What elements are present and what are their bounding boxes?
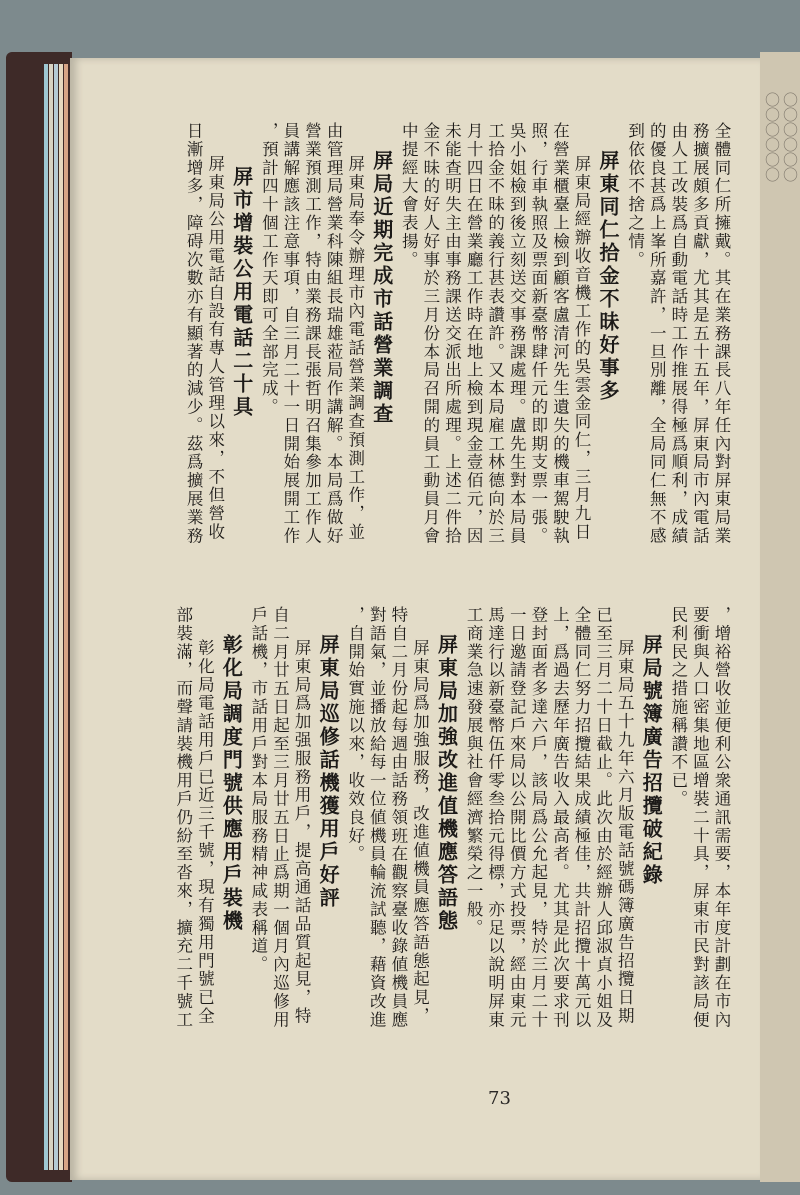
article-title: 屏局號簿廣告招攬破紀錄 [639, 634, 664, 887]
text-line: 金不昧的好人好事於三月份本局召開的員工動員月會 [420, 122, 440, 546]
text-line: 營業預測工作，特由業務課長張哲明召集參加工作人 [302, 122, 322, 546]
book-page [70, 58, 760, 1180]
text-line: 一日邀請登記戶來局以公開比價方式投票，經由東元 [507, 606, 527, 1030]
text-line: 特自二月份起每週由話務領班在觀察臺收錄値機員應 [388, 606, 408, 1030]
text-line: 屏東局公用電話自設有專人管理以來，不但營收 [205, 155, 225, 542]
page-edge [54, 64, 58, 1170]
text-line: 日漸增多，障碍次數亦有顯著的減少。茲爲擴展業務 [184, 122, 204, 546]
text-line: 全體同仁努力招攬結果成績極佳，共計招攬十萬元以 [572, 606, 592, 1030]
text-line: 照，行車執照及票面新臺幣肆仟元的即期支票一張。 [528, 122, 548, 546]
text-line: 由管理局營業科陳組長瑞雄蒞局作講解。本局爲做好 [324, 122, 344, 546]
bleed-text-decoration: 〇〇〇〇〇〇 [763, 92, 781, 182]
text-line: 馬達行以新臺幣伍仟零叁拾元得標，亦足以說明屏東 [485, 606, 505, 1030]
article-title: 屏東同仁拾金不昧好事多 [596, 150, 621, 403]
text-line: ，自開始實施以來，收效良好。 [345, 606, 365, 864]
text-line: 戶話機，市話用戶對本局服務精神咸表稱道。 [248, 606, 268, 974]
text-line: 自二月廿五日起至三月廿五日止爲期一個月內巡修用 [270, 606, 290, 1030]
text-line: 在營業櫃臺上檢到顧客盧清河先生遺失的機車駕駛執 [550, 122, 570, 546]
text-column-bottom [172, 606, 732, 1030]
text-line: 工商業急速發展與社會經濟繁榮之一般。 [464, 606, 484, 938]
text-line: ，增裕營收並便利公衆通訊需要，本年度計劃在市內 [712, 606, 731, 1030]
text-line: 吳小姐檢到後立刻送交事務課處理。盧先生對本局員 [507, 122, 527, 546]
text-line: 屏東局經辦收音機工作的吳雲金同仁，三月九日 [572, 155, 592, 542]
text-line: 由人工改裝爲自動電話時工作推展得極爲順利，成績 [668, 122, 688, 546]
text-column-top [183, 122, 732, 546]
text-line: 登封面者多達六戶，該局爲公允起見，特於三月二十 [528, 606, 548, 1030]
text-line: 中提經大會表揚。 [399, 122, 419, 270]
article-title: 彰化局調度門號供應用戶裝機 [219, 634, 244, 933]
article-title: 屏東局加強改進值機應答語態 [434, 634, 459, 933]
page-edge [44, 64, 48, 1170]
page-number: 73 [488, 1088, 511, 1109]
article-title: 屏市增裝公用電話二十具 [229, 166, 254, 419]
text-line: 要衝與人口密集地區增裝二十具，屏東市民對該局便 [690, 606, 710, 1030]
text-line: ，預計四十個工作天即可全部完成。 [259, 122, 279, 417]
page-edge [49, 64, 53, 1170]
text-line: 月十四日在營業廳工作時在地上檢到現金壹佰元，因 [464, 122, 484, 546]
text-line: 部裝滿，而聲請裝機用戶仍紛至沓來，擴充二千號工 [173, 606, 193, 1030]
text-line: 未能查明失主由事務課送交派出所處理。上述二件拾 [442, 122, 462, 546]
text-line: 民利民之措施稱讚不已。 [668, 606, 688, 809]
text-line: 上，爲過去歷年廣告收入最高者。尤其是此次要求刊 [550, 606, 570, 1030]
text-line: 屏東局爲加強服務，改進値機員應答語態起見， [410, 639, 430, 1026]
bleed-text-decoration: 〇〇〇〇〇〇 [781, 92, 799, 182]
text-line: 到依依不捨之情。 [625, 122, 645, 270]
text-line: 務擴展頗多貢獻，尤其是五十五年，屏東局市內電話 [690, 122, 710, 546]
article-title: 屏東局巡修話機獲用戶好評 [316, 634, 341, 910]
page-edge [59, 64, 63, 1170]
text-line: 對語氣，並播放給每一位値機員輪流試聽，藉資改進 [367, 606, 387, 1030]
text-line: 全體同仁所擁戴。其在業務課長八年任內對屏東局業 [712, 122, 731, 546]
text-line: 屏東局奉令辦理市內電話營業調查預測工作，並 [345, 155, 365, 542]
text-line: 員講解應該注意事項，自三月二十一日開始展開工作 [280, 122, 300, 546]
text-line: 彰化局電話用戶已近三千號，現有獨用門號已全 [195, 639, 215, 1026]
text-line: 屏東局爲加强服務用戶，提高通話品質起見，特 [292, 639, 312, 1026]
adjacent-page-edge [760, 52, 800, 1182]
text-line: 工拾金不昧的義行甚表讚許。又本局雇工林德向於三 [485, 122, 505, 546]
page-edge [64, 64, 68, 1170]
text-line: 屏東局五十九年六月版電話號碼簿廣告招攬日期 [615, 639, 635, 1026]
article-title: 屏局近期完成市話營業調查 [369, 150, 394, 426]
text-line: 已至三月二十日截止。此次由於經辦人邱淑貞小姐及 [593, 606, 613, 1030]
text-line: 的優良甚爲上峯所嘉許，一旦別離，全局同仁無不感 [647, 122, 667, 546]
